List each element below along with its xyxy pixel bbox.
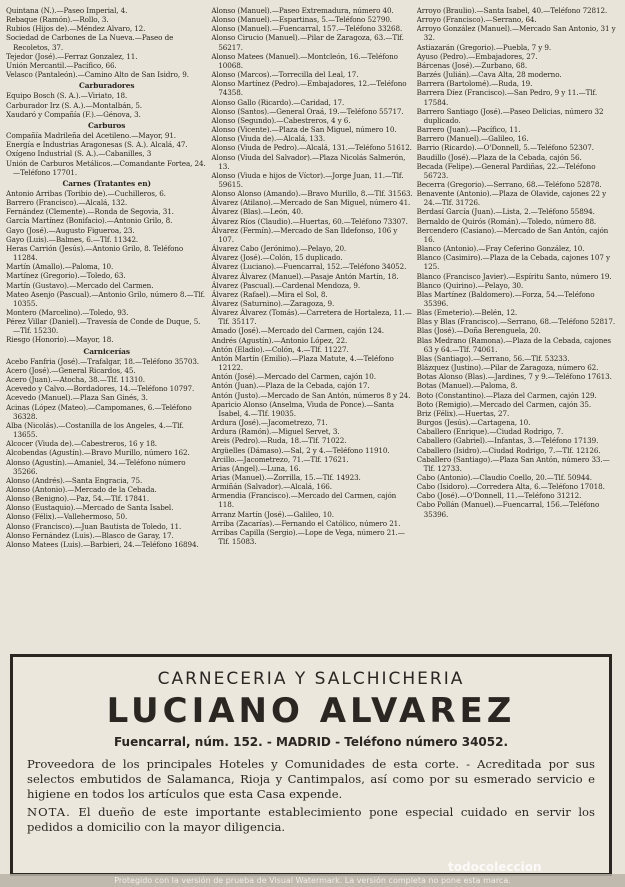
directory-entry: Barzés (Julián).—Cava Alta, 28 moderno. <box>416 70 562 80</box>
directory-entry: Becada (Felipe).—General Pardiñas, 22.—Teléfono 56723. <box>416 161 596 180</box>
directory-entry: Álvarez (Saturnino).—Zaragoza, 9. <box>211 299 335 308</box>
directory-entry: Barrera Díez (Francisco).—San Pedro, 9 y 11.—Tlf. 17584. <box>416 88 598 107</box>
directory-entry: Bárcenas (José).—Zurbano, 68. <box>416 60 528 70</box>
directory-entry: Blas Medrano (Ramona).—Plaza de la Cebada, cajones 63 y 64.—Tlf. 74061. <box>416 335 611 354</box>
directory-entry: Alonso (Viuda del Salvador).—Plaza Nicolás Salmerón, 13. <box>211 152 406 171</box>
directory-entry: Areis (Pedro).—Ruda, 18.—Tlf. 71022. <box>211 436 347 446</box>
directory-entry: Acero (Juan).—Atocha, 38.—Tlf. 11310. <box>6 375 145 385</box>
directory-entry: Antón (Juan).—Plaza de la Cebada, cajón 17. <box>211 381 370 391</box>
directory-entry: Mateo Asenjo (Pascual).—Antonio Grilo, número 8.—Tlf. 10355. <box>6 289 205 308</box>
directory-entry: Álvarez Álvarez (Manuel).—Pasaje Antón Martín, 18. <box>211 271 399 281</box>
directory-entry: Ardura (Ramón).—Miguel Servet, 3. <box>211 427 340 437</box>
directory-entry: Rubios (Hijos de).—Méndez Alvaro, 12. <box>6 24 146 34</box>
directory-entry: Velasco (Pantaleón).—Camino Alto de San Isidro, 9. <box>6 70 189 80</box>
ad-business-name: LUCIANO ALVAREZ <box>106 691 516 731</box>
directory-entry: Energía e Industrias Aragonesas (S. A.). Alcalá, 47. <box>6 140 188 150</box>
directory-entry: Blas (Santiago).—Serrano, 56.—Tlf. 53233. <box>416 353 570 363</box>
directory-entry: Unión Mercantil.—Pacífico, 66. <box>6 60 117 70</box>
section-heading: Carburadores <box>78 81 135 91</box>
directory-column-1 <box>6 6 207 650</box>
directory-entry: Alonso (Segundo).—Cabestreros, 4 y 6. <box>211 115 351 125</box>
directory-entry: Antón Martín (Emilio).—Plaza Matute, 4.—Teléfono 12122. <box>211 353 394 373</box>
directory-entry: Álvarez Cabo (Jerónimo).—Pelayo, 20. <box>211 244 347 254</box>
directory-entry: Álvarez (Atilano).—Mercado de San Miguel, número 41. <box>211 198 411 208</box>
directory-entry: Alonso Matees (Manuel).—Montcleón, 16.—Teléfono 10068. <box>211 51 398 70</box>
directory-column-3 <box>417 6 618 650</box>
directory-entry: Barrero (Juan).—Pacífico, 11. <box>416 125 521 135</box>
ad-description: Proveedora de los principales Hoteles y Comunidades de esta corte. - Acreditada por sus selectos embutidos de Salamanca, Rioja y Cantimpalos, así como por su esmerado servicio e higiene en todos los artículos que esta Casa expende. <box>27 757 595 801</box>
directory-columns <box>6 6 618 650</box>
directory-entry: Cabo (José).—O'Donnell, 11.—Teléfono 31212. <box>416 491 582 501</box>
directory-entry: Rebaque (Ramón).—Rollo, 3. <box>6 15 109 25</box>
ad-note-text: El dueño de este importante establecimiento pone especial cuidado en servir los pedidos a domicilio con la mayor diligencia. <box>27 805 595 834</box>
directory-entry: Alonso Alonso (Amando).—Bravo Murillo, 8.—Tlf. 31563. <box>211 189 413 199</box>
directory-entry: Alonso (Antonio).—Mercado de la Cebada. <box>6 484 157 494</box>
directory-entry: Martín (Gustavo).—Mercado del Carmen. <box>6 280 154 290</box>
directory-entry: Arias (Manuel).—Zorrilla, 15.—Tlf. 14923. <box>211 472 361 482</box>
directory-entry: Álvarez (Pascual).—Cardenal Mendoza, 9. <box>211 280 361 290</box>
directory-entry: Alonso (Andrés).—Santa Engracia, 75. <box>6 475 143 485</box>
directory-entry: Álvarez (José).—Colón, 15 duplicado. <box>211 253 343 263</box>
directory-entry: Acevedo y Calvo.—Bordadores, 14.—Teléfono 10797. <box>6 384 195 394</box>
directory-entry: Acero (José).—General Ricardos, 45. <box>6 365 136 375</box>
directory-entry: Cabo (Isidoro).—Corredera Alta, 6.—Teléfono 17018. <box>416 482 605 492</box>
directory-entry: Alcobendas (Agustín).—Bravo Murillo, número 162. <box>6 448 190 458</box>
directory-entry: Alonso (Félix).—Vallehermoso, 50. <box>6 512 128 522</box>
directory-entry: Montero (Marcelino).—Toledo, 93. <box>6 308 129 317</box>
directory-entry: Alba (Nicolás).—Costanilla de los Angeles, 4.—Tlf. 13655. <box>6 420 184 440</box>
directory-entry: Antón (José).—Mercado del Carmen, cajón 10. <box>211 372 376 382</box>
directory-entry: Alonso (Santos).—General Oraá, 19.—Teléfono 55717. <box>211 106 404 116</box>
directory-entry: Tejedor (José).—Ferraz Gonzalez, 11. <box>6 51 138 61</box>
directory-entry: Blanco (Antonio).—Fray Ceferino González, 10. <box>416 244 585 254</box>
directory-entry: Alonso Fernández (Luis).—Blasco de Garay, 17. <box>6 530 174 540</box>
directory-entry: Blas (Emeterio).—Belén, 12. <box>416 308 518 318</box>
directory-entry: Pérez Villar (Daniel).—Travesía de Conde de Duque, 5.—Tlf. 15230. <box>6 317 201 336</box>
directory-entry: Alonso Martínez (Pedro).—Embajadores, 12.—Teléfono 74358. <box>211 79 407 98</box>
directory-entry: Alonso (Manuel).—Fuencarral, 157.—Teléfono 33268. <box>211 24 403 34</box>
directory-entry: Barrero Santiago (José).—Paseo Delicias, número 32 duplicado. <box>416 106 604 125</box>
directory-entry: García Martínez (Bonifacio).—Antonio Grilo, 8. <box>6 216 173 226</box>
directory-entry: Sociedad de Carbones de La Nueva.—Paseo de Recoletos, 37. <box>6 33 174 52</box>
directory-entry: Arranz Martín (José).—Galileo, 10. <box>211 509 334 519</box>
directory-entry: Acinas (López (Mateo).—Campomanes, 6.—Teléfono 36328. <box>6 402 192 421</box>
directory-entry: Álvarez (Rafael).—Mira el Sol, 8. <box>211 289 328 299</box>
directory-entry: Oxígeno Industrial (S. A.).—Cabanilles, 3 <box>6 149 152 159</box>
directory-entry: Arribas Capilla (Sergio).—Lope de Vega, número 21.—Tlf. 15083. <box>211 527 405 547</box>
directory-entry: Cabo Pollán (Manuel).—Fuencarral, 156.—Teléfono 35396. <box>416 500 600 519</box>
directory-entry: Alonso Cirucio (Manuel).—Pilar de Zaragoza, 63.—Tlf. 56217. <box>211 33 404 52</box>
directory-entry: Cabo (Antonio).—Claudio Coello, 20.—Tlf. 50944. <box>416 472 592 482</box>
directory-entry: Arroyo González (Manuel).—Mercado San Antonio, 31 y 32. <box>416 24 616 43</box>
directory-entry: Barrero (Francisco).—Alcalá, 132. <box>6 198 128 208</box>
directory-entry: Alonso (Agustín).—Amaniel, 34.—Teléfono número 35266. <box>6 457 186 476</box>
directory-entry: Gayo (Luis).—Balmes, 6.—Tlf. 11342. <box>6 234 139 244</box>
directory-entry: Equipo Bosch (S. A.).—Viriato, 18. <box>6 91 128 101</box>
directory-entry: Briz (Félix).—Huertas, 27. <box>416 408 510 418</box>
directory-entry: Riesgo (Honorio).—Mayor, 18. <box>6 335 114 345</box>
directory-entry: Álvarez Ríos (Claudio).—Huertas, 60.—Teléfono 73307. <box>211 216 408 226</box>
directory-entry: Berdasí García (Juan).—Lista, 2.—Teléfono 55894. <box>416 207 595 217</box>
directory-entry: Arriba (Zacarías).—Fernando el Católico, número 21. <box>211 518 401 528</box>
directory-entry: Antón (Eladio).—Colón, 4.—Tlf. 11227. <box>211 344 349 354</box>
directory-entry: Compañía Madrileña del Acetileno.—Mayor, 91. <box>6 131 176 141</box>
directory-entry: Antonio Arribas (Toribio de).—Cuchilleros, 6. <box>6 188 166 198</box>
brand-watermark: todocoleccion <box>448 860 542 874</box>
directory-entry: Álvarez (Fermín).—Mercado de San Ildefonso, 106 y 107. <box>211 225 398 244</box>
section-heading: Carburos <box>88 120 126 130</box>
directory-entry: Alonso (Viuda de).—Alcalá, 133. <box>211 134 326 144</box>
directory-entry: Blanco (Casimiro).—Plaza de la Cebada, cajones 107 y 125. <box>416 253 610 272</box>
directory-entry: Martínez (Gregorio).—Toledo, 63. <box>6 271 126 281</box>
directory-entry: Blanco (Francisco Javier).—Espíritu Santo, número 19. <box>416 271 612 281</box>
directory-entry: Alonso (Marcos).—Torrecilla del Leal, 17. <box>211 70 359 80</box>
directory-entry: Blas y Blas (Francisco).—Serrano, 68.—Teléfono 52817. <box>416 317 616 327</box>
directory-entry: Armiñán (Salvador).—Alcalá, 166. <box>211 482 332 492</box>
directory-entry: Alonso (Francisco).—Juan Bautista de Toledo, 11. <box>6 521 182 531</box>
directory-entry: Becerra (Gregorio).—Serrano, 68.—Teléfono 52878. <box>416 179 602 189</box>
directory-entry: Ardura (José).—Jacometrezo, 71. <box>211 418 328 428</box>
directory-entry: Antón (Justo).—Mercado de San Antón, números 8 y 24. <box>211 390 411 400</box>
directory-entry: Barrera (Bartolomé).—Ruda, 19. <box>416 79 533 89</box>
advertisement-box <box>10 654 612 876</box>
directory-entry: Alonso (Manuel).—Espartinas, 5.—Teléfono 52790. <box>211 15 392 25</box>
watermark-footer: Protegido con la versión de prueba de Visual Watermark. La versión completa no pone esta marca. <box>0 874 625 887</box>
directory-entry: Boto (Remigio).—Mercado del Carmen, cajón 35. <box>416 399 592 409</box>
directory-entry: Armendia (Francisco).—Mercado del Carmen, cajón 118. <box>211 491 397 510</box>
directory-entry: Fernández (Clemente).—Ronda de Segovia, 31. <box>6 207 174 217</box>
directory-entry: Baudillo (José).—Plaza de la Cebada, cajón 56. <box>416 152 582 162</box>
directory-entry: Alonso (Eustaquio).—Mercado de Santa Isabel. <box>6 503 174 513</box>
directory-entry: Alonso Gallo (Ricardo).—Caridad, 17. <box>211 97 345 107</box>
directory-entry: Boto (Constantino).—Plaza del Carmen, cajón 129. <box>416 390 597 400</box>
directory-entry: Burgos (Jesús).—Cartagena, 10. <box>416 418 531 428</box>
directory-entry: Caballero (Gabriel).—Infantas, 3.—Teléfono 17139. <box>416 436 599 446</box>
directory-entry: Botas (Manuel).—Paloma, 8. <box>416 381 518 391</box>
directory-entry: Alonso (Viuda e hijos de Víctor).—Jorge Juan, 11.—Tlf. 59615. <box>211 170 404 189</box>
directory-entry: Astiazarán (Gregorio).—Puebla, 7 y 9. <box>416 42 552 52</box>
directory-entry: Alonso (Benigno).—Paz, 54.—Tlf. 17841. <box>6 494 150 504</box>
directory-entry: Alonso Matees (Luis).—Barbieri, 24.—Teléfono 16894. <box>6 539 199 549</box>
directory-entry: Heras Carrión (Jesús).—Antonio Grilo, 8. Teléfono 11284. <box>6 243 184 263</box>
section-heading: Carnes (Tratantes en) <box>62 178 151 188</box>
directory-entry: Amado (José).—Mercado del Carmen, cajón 124. <box>211 326 384 336</box>
directory-entry: Barrio (Ricardo).—O'Donnell, 5.—Teléfono 52307. <box>416 143 594 153</box>
ad-note-label: NOTA. <box>27 805 71 819</box>
directory-entry: Martín (Amallo).—Paloma, 10. <box>6 262 114 272</box>
directory-entry: Benavente (Antonio).—Plaza de Olavide, cajones 22 y 24.—Tlf. 31726. <box>416 189 607 208</box>
directory-column-2 <box>211 6 412 650</box>
directory-entry: Bercendero (Casiano).—Mercado de San Antón, cajón 16. <box>416 225 609 244</box>
directory-entry: Botas Alonso (Blas).—Jardines, 7 y 9.—Teléfono 17613. <box>416 372 612 382</box>
directory-entry: Álvarez (Blas).—León, 40. <box>211 207 304 217</box>
directory-entry: Acebo Fanfria (José).—Trafalgar, 18.—Teléfono 35703. <box>6 356 199 366</box>
directory-entry: Argüelles (Dámaso).—Sal, 2 y 4.—Teléfono 11910. <box>211 445 390 455</box>
directory-entry: Caballero (Santiago).—Plaza San Antón, número 33.—Tlf. 12733. <box>416 454 610 473</box>
directory-entry: Bernaldo de Quirós (Román).—Toledo, número 88. <box>416 216 597 226</box>
directory-entry: Barrero (Manuel).—Galileo, 16. <box>416 134 529 144</box>
directory-entry: Alcocer (Viuda de).—Cabestreros, 16 y 18. <box>6 439 157 449</box>
directory-entry: Gayo (José).—Augusto Figueroa, 23. <box>6 225 135 235</box>
directory-entry: Arcillo.—Jacometrezo, 71.—Tlf. 17621. <box>211 454 349 464</box>
directory-entry: Acevedo (Manuel).—Plaza San Ginés, 3. <box>6 393 148 403</box>
ad-note <box>27 805 595 835</box>
ad-subtitle: CARNECERIA Y SALCHICHERIA <box>157 669 465 689</box>
directory-entry: Álvarez Álvarez (Tomás).—Carretera de Hortaleza, 11.—Tlf. 35117. <box>211 308 412 327</box>
directory-entry: Ayuso (Pedro).—Embajadores, 27. <box>416 51 538 61</box>
directory-entry: Blas (José).—Doña Berenguela, 20. <box>416 326 541 336</box>
directory-entry: Alonso (Manuel).—Paseo Extremadura, número 40. <box>211 6 394 15</box>
directory-entry: Xaudaró y Compañía (F.).—Génova, 3. <box>6 109 141 119</box>
directory-entry: Blas Martínez (Baldomero).—Forza, 54.—Teléfono 35396. <box>416 289 595 308</box>
directory-entry: Andrés (Agustín).—Antonio López, 22. <box>211 335 348 345</box>
directory-entry: Álvarez (Luciano).—Fuencarral, 152.—Teléfono 34052. <box>211 262 407 272</box>
directory-entry: Unión de Carburos Metálicos.—Comandante Fortea, 24.—Teléfono 17701. <box>6 158 206 177</box>
directory-entry: Aparicio Alonso (Anselma, Viuda de Ponce).—Santa Isabel, 4.—Tlf. 19035. <box>211 399 394 418</box>
ad-address: Fuencarral, núm. 152. - MADRID - Teléfono número 34052. <box>113 735 509 749</box>
directory-entry: Blázquez (Justino).—Pilar de Zaragoza, número 62. <box>416 363 599 373</box>
directory-entry: Arias (Angel).—Luna, 16. <box>211 463 301 473</box>
directory-entry: Caballero (Isidro).—Ciudad Rodrigo, 7.—Tlf. 12126. <box>416 445 601 455</box>
directory-entry: Alonso (Vicente).—Plaza de San Miguel, número 10. <box>211 125 397 135</box>
directory-entry: Arroyo (Braulio).—Santa Isabel, 40.—Teléfono 72812. <box>416 6 608 15</box>
section-heading: Carnicerías <box>83 346 130 356</box>
directory-entry: Arroyo (Francisco).—Serrano, 64. <box>416 15 537 25</box>
directory-entry: Quintana (N.).—Paseo Imperial, 4. <box>6 6 128 15</box>
directory-entry: Caballero (Enrique).—Ciudad Rodrigo, 7. <box>416 427 564 437</box>
directory-entry: Alonso (Viuda de Pedro).—Alcalá, 131.—Teléfono 51612. <box>211 143 412 153</box>
directory-entry: Blanco (Quirino).—Pelayo, 30. <box>416 280 524 290</box>
directory-entry: Carburador Irz (S. A.).—Montalbán, 5. <box>6 100 142 110</box>
